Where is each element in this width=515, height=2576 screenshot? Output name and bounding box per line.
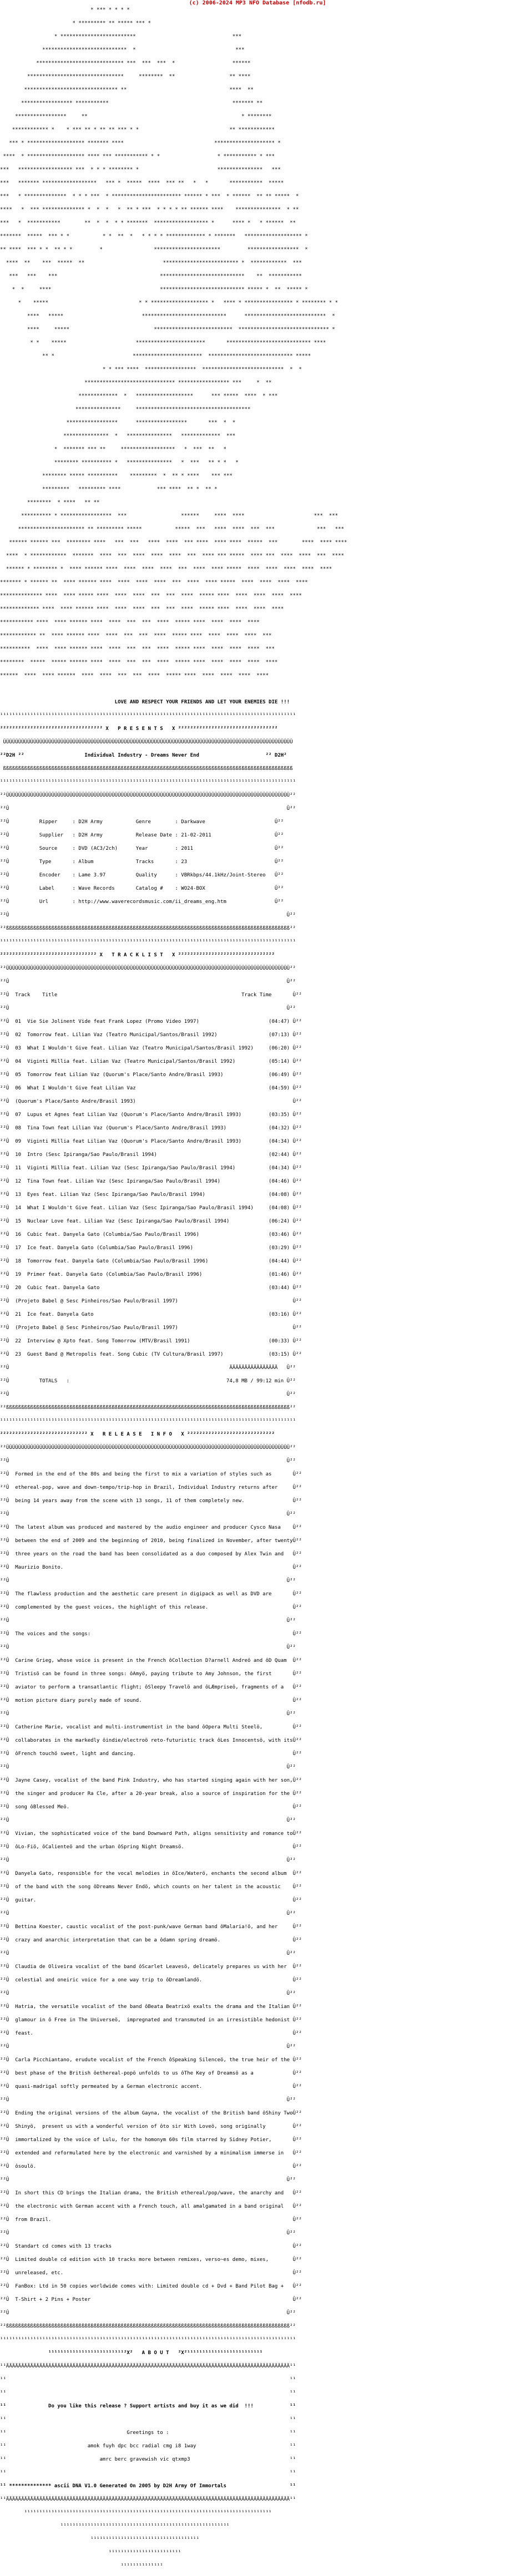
tracklist-header: ²²Û Track Title Track Time Û²² [0,992,302,998]
track-row: ²²Û 17 Ice feat. Danyela Gato (Columbia/Sao Paulo/Brasil 1996) (03:29) Û²² [0,1245,302,1251]
tail: ¹¹¹¹¹¹¹¹¹¹¹¹¹¹ [0,2563,163,2569]
release-info-line: ²²Û Shinyö, present us with a wonderful version of ôto sir With Loveö, song originally Û²² [0,2124,302,2129]
track-row: ²²Û 08 Tina Town feat Lilian Vaz (Quorum's Place/Santo Andre/Brasil 1993) (04:32) Û²² [0,1125,302,1131]
release-info-line: ²²Û ôsoulö. Û²² [0,2164,302,2169]
ascii-art-line: **** * ************ ******* **** *** **** **** **** *** **** *** ***** **** *** **** **** *** **** [0,553,366,559]
about-line: ¹¹ ¹¹ [0,2417,296,2422]
ascii-art-line: ********** * ***************** *** ****** **** **** *** *** [0,513,362,519]
track-row: ²²Û 14 What I Wouldn't Give feat. Lilian Vaz (Sesc Ipiranga/Sao Paulo/Brasil 1994) (04:08) Û²² [0,1205,302,1211]
block-bar: ²²ÜÜÜÜÜÜÜÜÜÜÜÜÜÜÜÜÜÜÜÜÜÜÜÜÜÜÜÜÜÜÜÜÜÜÜÜÜÜÜÜÜÜÜÜÜÜÜÜÜÜÜÜÜÜÜÜÜÜÜÜÜÜÜÜÜÜÜÜÜÜÜÜÜÜÜÜÜÜÜÜÜÜÜÜÜÜÜÜÜÜÜÜÜÜ²² [0,793,296,798]
track-row: ²²Û 05 Tomorrow feat Lilian Vaz (Quorum's Place/Santo Andre/Brasil 1993) (06:49) Û²² [0,1072,302,1078]
frame-line: ²²Û Û²² [0,2177,296,2183]
release-info-line: ²²Û the electronic with German accent with a French touch, all amalgamated in a band original Û²² [0,2204,302,2209]
release-info-line: ²²Û three years on the road the band has been consolidated as a duo composed by Alex Twin and Û²² [0,1551,302,1557]
ascii-art-line: **** ***** ************************** ****************************** * [0,327,371,332]
ascii-art-line: *** * ************** * * * *** * *********************** ****** * *** * ****** ** ** ***** * [0,194,375,199]
about-greetings-label: ¹¹ Greetings to : ¹¹ [0,2430,296,2436]
info-row: ²²Û Source : DVD (AC3/2ch) Year : 2011 Û²² [0,846,284,851]
title-bar: ²²D2H ²² Individual Industry - Dreams Never End ²² D2H² [0,753,287,758]
ascii-art-line: *********** **** **** ****** **** **** *** *** **** ***** **** **** **** **** [0,620,362,625]
ascii-art-line: ************** **** **** ***** **** **** **** *** *** **** ***** **** **** **** **** **** [0,593,366,599]
track-row: ²²Û 18 Tomorrow feat. Danyela Gato (Columbia/Sao Paulo/Brasil 1996) (04:44) Û²² [0,1259,302,1264]
tail: ¹¹¹¹¹¹¹¹¹¹¹¹¹¹¹¹¹¹¹¹¹¹¹¹¹¹¹¹¹¹¹¹¹¹¹¹ [0,2537,199,2542]
track-row: ²²Û 02 Tomorrow feat. Lilian Vaz (Teatro Municipal/Santos/Brasil 1992) (07:13) Û²² [0,1032,302,1038]
totals-row: ²²Û TOTALS : 74,8 MB / 99:12 min Û²² [0,1378,296,1384]
ascii-art-line: ******************************** ******** ** ** **** [0,74,368,79]
release-info-line: ²²Û guitar. Û²² [0,1898,302,1903]
ascii-art-line: ****************************** ***************** *** * ** [0,380,371,386]
ascii-art-line: *** *** *** **************************** ** *********** [0,273,381,279]
track-row: ²²Û 03 What I Wouldn't Give feat. Lilian Vaz (Teatro Municipal/Santos/Brasil 1992) (06:20) Û²² [0,1046,302,1051]
release-info-line: ²²Û The latest album was produced and mastered by the audio engineer and producer Cysco Nasa Û²² [0,1525,302,1530]
about-line: ¹¹ ¹¹ [0,2377,296,2382]
ascii-art-line: ******** * **** ** ** [0,500,362,505]
track-row: ²²Û 22 Interview @ Xpto feat. Song Tomorrow (MTV/Brasil 1991) (00:33) Û²² [0,1338,302,1344]
ascii-art-line: **** * *** ************** * * * * ** * *** * * * * ** ****** **** *************** * ** [0,207,371,212]
release-info-line: ²²Û aviator to perform a transatlantic flight; ôSleepy Travelö and ôLÆmpriseö, fragments of a Û²² [0,1685,302,1690]
about-support: ¹¹ Do you like this release ? Support artists and buy it as we did !!! ¹¹ [0,2403,296,2409]
ascii-art-line: ****** ****** *** ******** **** *** *** **** **** *** **** **** **** ***** *** **** **** **** [0,540,366,545]
release-info-line: ²²Û Tristisö can be found in three songs: ôAmyö, paying tribute to Amy Johnson, the first Û²² [0,1671,302,1677]
ascii-art-line: ************ ** **** ****** **** **** *** *** **** ***** **** **** **** **** *** [0,633,362,638]
track-row: ²²Û 19 Primer feat. Danyela Gato (Columbia/Sao Paulo/Brasil 1996) (01:46) Û²² [0,1272,302,1277]
ascii-art-line: ********************** ** ********* ***** ***** *** **** **** *** *** *** *** [0,526,368,532]
ascii-art-line: ******** ********** * *************** * *** ** * * * [0,460,366,465]
ascii-art-line: * ************************* *** [0,34,371,39]
track-row: ²²Û 16 Cubic feat. Danyela Gato (Columbia/Sao Paulo/Brasil 1996) (03:46) Û²² [0,1232,302,1238]
about-rule: ¹¹ÄÄÄÄÄÄÄÄÄÄÄÄÄÄÄÄÄÄÄÄÄÄÄÄÄÄÄÄÄÄÄÄÄÄÄÄÄÄÄÄÄÄÄÄÄÄÄÄÄÄÄÄÄÄÄÄÄÄÄÄÄÄÄÄÄÄÄÄÄÄÄÄÄÄÄÄÄÄÄÄÄÄÄÄÄÄÄÄÄÄÄÄÄÄ¹¹ [0,2364,296,2369]
info-row: ²²Û Type : Album Tracks : 23 Û²² [0,859,284,865]
release-info-line: ²²Û Vivian, the sophisticated voice of the band Downward Path, aligns sensitivity and romance toÛ²² [0,1831,302,1837]
track-row: ²²Û (Projeto Babel @ Sesc Pinheiros/Sao Paulo/Brasil 1997) Û²² [0,1325,302,1331]
info-row: ²²Û Ripper : D2H Army Genre : Darkwave Û²² [0,819,284,825]
ascii-art-line: *** ****************** *** * * * ******** * *************** *** [0,167,377,173]
frame-line: ²²Û Û²² [0,2044,296,2050]
release-info-line: ²²Û crazy and anarchic interpretation that can be a ôdamn spring dreamö. Û²² [0,1938,302,1943]
release-info-line: ²²Û Formed in the end of the 80s and being the first to mix a variation of styles such as Û²² [0,1472,302,1477]
ascii-art-line: ***************** *********** ******* ** [0,100,371,106]
ascii-art-line: * *** * * * * [0,7,383,13]
tail: ¹¹¹¹¹¹¹¹¹¹¹¹¹¹¹¹¹¹¹¹¹¹¹¹¹¹¹¹¹¹¹¹¹¹¹¹¹¹¹¹¹¹¹¹¹¹¹¹¹¹¹¹¹¹¹¹¹¹¹¹¹¹¹¹¹¹¹¹¹¹¹¹¹¹¹¹¹¹¹¹¹¹ [0,2510,272,2516]
ascii-art-line: * ******* *** ** ****************** * *** ** * [0,447,366,452]
track-row: ²²Û 13 Eyes feat. Lilian Vaz (Sesc Ipiranga/Sao Paulo/Brasil 1994) (04:08) Û²² [0,1192,302,1198]
ascii-art-line: ************* **** **** ****** **** **** **** *** *** **** ***** **** **** **** **** [0,606,366,612]
nfo-body [0,7,515,2576]
ascii-art-line: ************ * * *** ** * ** ** *** * * ** ************ [0,127,371,133]
frame-line: ²²Û Û²² [0,2310,296,2316]
info-row: ²²Û Encoder : Lame 3.97 Quality : VBRkbps/44.1kHz/Joint-Stereo Û²² [0,873,284,878]
ascii-art-line: ********** **** **** ****** **** **** *** *** **** ***** **** **** **** **** *** [0,646,362,652]
divider: ¹¹¹¹¹¹¹¹¹¹¹¹¹¹¹¹¹¹¹¹¹¹¹¹¹¹¹¹¹¹¹¹¹¹¹¹¹¹¹¹¹¹¹¹¹¹¹¹¹¹¹¹¹¹¹¹¹¹¹¹¹¹¹¹¹¹¹¹¹¹¹¹¹¹¹¹¹¹¹¹¹¹¹¹¹¹¹¹¹¹¹¹¹¹¹¹¹¹ [0,713,296,718]
track-row: ²²Û 20 Cubic feat. Danyela Gato (03:44) Û²² [0,1285,302,1291]
ascii-art-line: * * ***** *********************** **************************** **** [0,340,368,346]
ascii-art-line: ************* * ******************* *** ***** **** * *** [0,393,368,399]
frame-line: ²²Û Û²² [0,1911,296,1916]
ascii-art-line: ******** ***** ***** ****** **** **** *** *** **** ***** **** **** **** **** **** [0,660,362,665]
track-row: ²²Û 10 Intro (Sesc Ipiranga/Sao Paulo/Brasil 1994) (02:44) Û²² [0,1152,302,1158]
release-info-line: ²²Û motion picture diary purely made of sound. Û²² [0,1698,302,1703]
release-info-line: ²²Û song ôBlessed Meö. Û²² [0,1804,302,1810]
frame-line: ²²Û Û²² [0,1951,296,1956]
track-row: ²²Û 21 Ice feat. Danyela Gato (03:16) Û²² [0,1312,302,1317]
block-bar: ÜÜÜÜÜÜÜÜÜÜÜÜÜÜÜÜÜÜÜÜÜÜÜÜÜÜÜÜÜÜÜÜÜÜÜÜÜÜÜÜÜÜÜÜÜÜÜÜÜÜÜÜÜÜÜÜÜÜÜÜÜÜÜÜÜÜÜÜÜÜÜÜÜÜÜÜÜÜÜÜÜÜÜÜÜÜÜÜÜÜÜÜÜÜÜÜ [0,739,293,745]
frame-line: ²²Û Û²² [0,1858,296,1863]
release-info-line: ²²Û quasi-madrigal softly permeated by a German electronic accent. Û²² [0,2084,302,2090]
ascii-art-line: **************************** * *** [0,47,371,53]
block-bar: ²²ßßßßßßßßßßßßßßßßßßßßßßßßßßßßßßßßßßßßßßßßßßßßßßßßßßßßßßßßßßßßßßßßßßßßßßßßßßßßßßßßßßßßßßßßßßßßßß²² [0,926,296,931]
frame-line: ²²Û Û²² [0,1711,296,1717]
frame-line: ²²Û Û²² [0,1578,296,1584]
track-row: ²²Û 07 Lupus et Agnes feat Lilian Vaz (Quorum's Place/Santo Andre/Brasil 1993) (03:35) Û²² [0,1112,302,1118]
tail: ¹¹¹¹¹¹¹¹¹¹¹¹¹¹¹¹¹¹¹¹¹¹¹¹¹¹¹¹¹¹¹¹¹¹¹¹¹¹¹¹¹¹¹¹¹¹¹¹¹¹¹¹¹¹¹¹ [0,2523,230,2529]
release-info-line: ²²Û celestial and oneiric voice for a one way trip to ôDreamlandö. Û²² [0,1977,302,1983]
frame-line: ²²Û Û²² [0,1645,296,1650]
about-line: ¹¹ ¹¹ [0,2470,296,2476]
release-info-line: ²²Û complemented by the guest voices, the highlight of this release. Û²² [0,1605,302,1610]
release-info-line: ²²Û of the band with the song ôDreams Never Endö, which counts on her talent in the acoustic Û²² [0,1884,302,1890]
release-info-line: ²²Û Standart cd comes with 13 tracks Û²² [0,2244,302,2249]
ascii-art-line: *** ******* ****************** *** * ***** **** *** ** * * *********** ***** [0,180,375,186]
block-bar: ²²ßßßßßßßßßßßßßßßßßßßßßßßßßßßßßßßßßßßßßßßßßßßßßßßßßßßßßßßßßßßßßßßßßßßßßßßßßßßßßßßßßßßßßßßßßßßßßß²² [0,1405,296,1411]
frame-line: ²²Û Û²² [0,1618,296,1624]
release-info-line: ²²Û The voices and the songs: Û²² [0,1631,302,1637]
info-row: ²²Û Supplier : D2H Army Release Date : 21-02-2011 Û²² [0,833,284,838]
frame-line: ²²Û Û²² [0,2097,296,2103]
ascii-art-line: ******* * ****** ** **** ****** **** **** **** **** *** **** **** ***** **** **** **** **** [0,580,362,585]
frame-line: ²²Û Û²² [0,1818,296,1823]
release-info-line: ²²Û best phase of the British ôethereal-popö unfolds to us ôThe Key of Dreamsö as a Û²² [0,2071,302,2076]
about-greetings-2: ¹¹ amrc berc gravewish vic qtxmp3 ¹¹ [0,2457,296,2462]
about-bar: ¹¹¹¹¹¹¹¹¹¹¹¹¹¹¹¹¹¹¹¹¹¹¹¹¹²X² A B O U T ²X²¹¹¹¹¹¹¹¹¹¹¹¹¹¹¹¹¹¹¹¹¹¹¹¹¹ [0,2350,263,2356]
ascii-art-line: ****** * ******** * **** ****** **** **** **** **** *** **** **** ***** **** **** **** **** **** [0,566,366,572]
track-row: ²²Û 01 Vie Sie Jolinent Vide feat Frank Lopez (Promo Video 1997) (04:47) Û²² [0,1019,302,1025]
block-bar: ²²ÜÜÜÜÜÜÜÜÜÜÜÜÜÜÜÜÜÜÜÜÜÜÜÜÜÜÜÜÜÜÜÜÜÜÜÜÜÜÜÜÜÜÜÜÜÜÜÜÜÜÜÜÜÜÜÜÜÜÜÜÜÜÜÜÜÜÜÜÜÜÜÜÜÜÜÜÜÜÜÜÜÜÜÜÜÜÜÜÜÜÜÜÜÜ²² [0,966,296,971]
ascii-art-line: *** * *********** ** * * * * ******* ****************** * **** * * ****** ** [0,220,371,226]
tagline: LOVE AND RESPECT YOUR FRIENDS AND LET YOUR ENEMIES DIE !!! [0,699,290,705]
frame-line: ²²Û Û²² [0,979,296,985]
ascii-art-line: ******* ***** *** * * * * ** * * * * * ************* * ******* ******************* * [0,234,368,239]
release-info-line: ²²Û Carine Grieg, whose voice is present in the French ôCollection D?arnell Andreö and ôD Quam Û²² [0,1658,302,1664]
release-info-line: ²²Û ôFrench touchö sweet, light and dancing. Û²² [0,1751,302,1757]
ascii-art-line: ** **** *** * * ** * * * ********************** ***************** * [0,247,371,252]
release-info-line: ²²Û Danyela Gato, responsible for the vocal melodies in ôIce/Waterö, enchants the second album Û²² [0,1871,302,1877]
block-bar: ²²ÜÜÜÜÜÜÜÜÜÜÜÜÜÜÜÜÜÜÜÜÜÜÜÜÜÜÜÜÜÜÜÜÜÜÜÜÜÜÜÜÜÜÜÜÜÜÜÜÜÜÜÜÜÜÜÜÜÜÜÜÜÜÜÜÜÜÜÜÜÜÜÜÜÜÜÜÜÜÜÜÜÜÜÜÜÜÜÜÜÜÜÜÜÜ²² [0,1445,296,1451]
release-info-line: ²²Û from Brazil. Û²² [0,2217,302,2223]
release-info-line: ²²Û Claudia de Oliveira vocalist of the band ôScarlet Leavesö, delicately prepares us with her Û²² [0,1964,302,1970]
ascii-art-line: ****** **** **** ****** **** **** *** *** **** ***** **** **** **** **** **** [0,673,362,678]
copyright-header[interactable]: (c) 2006-2024 MP3 NFO Database [nfodb.ru] [189,0,326,6]
ascii-art-line: * ********* ** ***** *** * [0,21,383,26]
ascii-art-line: ******************************* ** **** ** [0,87,371,93]
release-info-line: ²²Û T-Shirt + 2 Pins + Poster Û²² [0,2297,302,2303]
about-rule: ¹¹ÄÄÄÄÄÄÄÄÄÄÄÄÄÄÄÄÄÄÄÄÄÄÄÄÄÄÄÄÄÄÄÄÄÄÄÄÄÄÄÄÄÄÄÄÄÄÄÄÄÄÄÄÄÄÄÄÄÄÄÄÄÄÄÄÄÄÄÄÄÄÄÄÄÄÄÄÄÄÄÄÄÄÄÄÄÄÄÄÄÄÄÄÄÄ¹¹ [0,2497,296,2502]
release-info-line: ²²Û ôLo-Fiö, ôCalienteö and the urban ôSpring Night Dreamsö. Û²² [0,1844,302,1850]
ascii-art-line: * ***** * * ******************* * **** * **************** * ******** * * [0,300,375,306]
release-info-line: ²²Û In short this CD brings the Italian drama, the British ethereal/pop/wave, the anarchy and Û²² [0,2190,302,2196]
release-info-line: ²²Û unreleased, etc. Û²² [0,2270,302,2276]
release-info-line: ²²Û collaborates in the markedly ôindie/electroö reto-futuristic track ôLes Innocentsö, with itsÛ²² [0,1738,302,1743]
release-info-line: ²²Û Hatria, the versatile vocalist of the band ôBeata Beatrixö exalts the drama and the Italian Û²² [0,2004,302,2010]
track-row: ²²Û 06 What I Wouldn't Give feat Lilian Vaz (04:59) Û²² [0,1086,302,1091]
ascii-art-line: * * **** **************************** ***** * ** ***** * [0,287,368,292]
track-row: ²²Û 04 Viginti Millia feat. Lilian Vaz (Teatro Municipal/Santos/Brasil 1992) (05:14) Û²² [0,1059,302,1064]
presents-bar: ²²²²²²²²²²²²²²²²²²²²²²²²²²²²²²²²²² X P R E S E N T S X ²²²²²²²²²²²²²²²²²²²²²²²²²²²²²²²²² [0,726,278,732]
frame-line: ²²Û Û²² [0,806,296,812]
totals-rule: ²²Û ÄÄÄÄÄÄÄÄÄÄÄÄÄÄÄÄ Û²² [0,1365,296,1371]
release-info-line: ²²Û Carla Picchiantano, erudute vocalist of the French ôSpeaking Silenceö, the true heir of the Û²² [0,2057,302,2063]
release-info-bar: ²²²²²²²²²²²²²²²²²²²²²²²²²²²²² X R E L E A S E I N F O X ²²²²²²²²²²²²²²²²²²²²²²²²²²²²² [0,1432,275,1437]
release-info-line: ²²Û between the end of 2009 and the beginning of 2010, being finalized in November, after twentyÛ²² [0,1538,302,1544]
release-info-line: ²²Û Ending the original versions of the album Gayna, the vocalist of the British band ôShiny TwoÛ²² [0,2111,302,2116]
frame-line: ²²Û Û²² [0,912,296,918]
divider: ¹¹¹¹¹¹¹¹¹¹¹¹¹¹¹¹¹¹¹¹¹¹¹¹¹¹¹¹¹¹¹¹¹¹¹¹¹¹¹¹¹¹¹¹¹¹¹¹¹¹¹¹¹¹¹¹¹¹¹¹¹¹¹¹¹¹¹¹¹¹¹¹¹¹¹¹¹¹¹¹¹¹¹¹¹¹¹¹¹¹¹¹¹¹¹¹¹¹ [0,939,296,945]
release-info-line: ²²Û Bettina Koester, caustic vocalist of the post-punk/wave German band ôMalaria!ö, and her Û²² [0,1924,302,1930]
release-info-line: ²²Û glamour in ô Free in The Universeö, impregnated and transmuted in an irresistible hedonist Û²² [0,2017,302,2023]
release-info-line: ²²Û Limited double cd edition with 10 tracks more between remixes, verso~es demo, mixes, Û²² [0,2257,302,2263]
frame-line: ²²Û Û²² [0,1764,296,1770]
about-footer: ¹¹ ************** ascii DNA V1.0 Generated On 2005 by D2H Army Of Immortals ¹¹ [0,2483,296,2489]
divider: ¹¹¹¹¹¹¹¹¹¹¹¹¹¹¹¹¹¹¹¹¹¹¹¹¹¹¹¹¹¹¹¹¹¹¹¹¹¹¹¹¹¹¹¹¹¹¹¹¹¹¹¹¹¹¹¹¹¹¹¹¹¹¹¹¹¹¹¹¹¹¹¹¹¹¹¹¹¹¹¹¹¹¹¹¹¹¹¹¹¹¹¹¹¹¹¹¹¹ [0,779,296,785]
ascii-art-line: ** * *********************** **************************** ***** [0,353,371,359]
ascii-art-line: * * *** **** ***************** *************************** * * [0,367,371,372]
block-bar: ²²ßßßßßßßßßßßßßßßßßßßßßßßßßßßßßßßßßßßßßßßßßßßßßßßßßßßßßßßßßßßßßßßßßßßßßßßßßßßßßßßßßßßßßßßßßßßßßß²² [0,2324,296,2329]
spacer [0,686,515,692]
release-info-line: ²²Û ethereal-pop, wave and down-tempo/trip-hop in Brazil, Individual Industry returns after Û²² [0,1485,302,1490]
ascii-art-line: **** ** *** ***** ** ************************* * ************ *** [0,260,368,266]
track-row: ²²Û 12 Tina Town feat. Lilian Vaz (Sesc Ipiranga/Sao Paulo/Brasil 1994) (04:46) Û²² [0,1179,302,1184]
frame-line: ²²Û Û²² [0,1006,296,1011]
release-info-line: ²²Û Jayne Casey, vocalist of the band Pink Industry, who has started singing again with her son,Û²² [0,1778,302,1783]
release-info-line: ²²Û extended and reformulated here by the electronic and varnished by a minimalism immerse in Û²² [0,2151,302,2156]
release-info-line: ²²Û The flawless production and the aesthetic care present in digipack as well as DVD are Û²² [0,1591,302,1597]
release-info-line: ²²Û the singer and producer Ra Cle, after a 20-year break, also a source of inspiration for the Û²² [0,1791,302,1797]
track-row: ²²Û 11 Viginti Millia feat. Lilian Vaz (Sesc Ipiranga/Sao Paulo/Brasil 1994) (04:34) Û²² [0,1165,302,1171]
release-info-line: ²²Û feast. Û²² [0,2031,302,2036]
release-info-line: ²²Û Catherine Marie, vocalist and multi-instrumentist in the band ôOpera Multi Steelö, Û²² [0,1725,302,1730]
tracklist-bar: ²²²²²²²²²²²²²²²²²²²²²²²²²²²²²²²² X T R A C K L I S T X ²²²²²²²²²²²²²²²²²²²²²²²²²²²²²²²² [0,952,275,958]
about-line: ¹¹ ¹¹ [0,2390,296,2396]
ascii-art-line: **** * ******************* **** *** *********** * * * *********** * *** [0,154,366,159]
block-bar: ßßßßßßßßßßßßßßßßßßßßßßßßßßßßßßßßßßßßßßßßßßßßßßßßßßßßßßßßßßßßßßßßßßßßßßßßßßßßßßßßßßßßßßßßßßßßßßßß [0,766,293,772]
release-info-line: ²²Û Maurizio Bonito. Û²² [0,1565,302,1570]
ascii-art-line: ********* ********* **** *** **** ** * ** * [0,486,362,492]
divider: ¹¹¹¹¹¹¹¹¹¹¹¹¹¹¹¹¹¹¹¹¹¹¹¹¹¹¹¹¹¹¹¹¹¹¹¹¹¹¹¹¹¹¹¹¹¹¹¹¹¹¹¹¹¹¹¹¹¹¹¹¹¹¹¹¹¹¹¹¹¹¹¹¹¹¹¹¹¹¹¹¹¹¹¹¹¹¹¹¹¹¹¹¹¹¹¹¹¹ [0,1418,296,1424]
frame-line: ²²Û Û²² [0,1458,296,1464]
track-row: ²²Û (Projeto Babel @ Sesc Pinheiros/Sao Paulo/Brasil 1997) Û²² [0,1299,302,1304]
ascii-art-line: *************** ************************************** [0,407,368,412]
track-row: ²²Û 15 Nuclear Love feat. Lilian Vaz (Sesc Ipiranga/Sao Paulo/Brasil 1994) (06:24) Û²² [0,1219,302,1224]
frame-line: ²²Û Û²² [0,1991,296,1996]
ascii-art-line: **** ***** **************************** *************************** * [0,313,375,319]
info-row-url: ²²Û Url : http://www.waverecordsmusic.com/ii_dreams_eng.htm Û²² [0,899,284,905]
ascii-art-line: *** * ******************* ******* **** ******************** * [0,140,368,146]
divider: ¹¹¹¹¹¹¹¹¹¹¹¹¹¹¹¹¹¹¹¹¹¹¹¹¹¹¹¹¹¹¹¹¹¹¹¹¹¹¹¹¹¹¹¹¹¹¹¹¹¹¹¹¹¹¹¹¹¹¹¹¹¹¹¹¹¹¹¹¹¹¹¹¹¹¹¹¹¹¹¹¹¹¹¹¹¹¹¹¹¹¹¹¹¹¹¹¹¹ [0,2337,296,2342]
info-row: ²²Û Label : Wave Records Catalog # : WO24-BOX Û²² [0,886,284,891]
release-info-line: ²²Û immortalized by the voice of Lulu, for the homonym 60s film starred by Sidney Potier, Û²² [0,2137,302,2143]
release-info-line: ²²Û being 14 years away from the scene with 13 songs, 11 of them completely new. Û²² [0,1498,302,1504]
frame-line: ²²Û Û²² [0,1392,296,1397]
ascii-art-line: ***************************** *** *** *** * ****** [0,60,368,66]
about-greetings-1: ¹¹ amok fuyh dpc bcc radial cmg i8 1way ¹¹ [0,2443,296,2449]
track-row: ²²Û 23 Guest Band @ Metropolis feat. Song Cubic (TV Cultura/Brasil 1997) (03:15) Û²² [0,1352,302,1357]
tail: ¹¹¹¹¹¹¹¹¹¹¹¹¹¹¹¹¹¹¹¹¹¹¹¹ [0,2550,181,2555]
release-info-line: ²²Û FanBox: Ltd in 50 copies worldwide comes with: Limited double cd + Dvd + Band Pilot Bag + Û²² [0,2284,302,2289]
ascii-art-line: ******** ***** ********** ********* * ** * **** *** *** [0,473,366,479]
frame-line: ²²Û Û²² [0,2230,296,2236]
ascii-art-line: *************** * *************** ************* *** [0,433,362,439]
frame-line: ²²Û Û²² [0,1512,296,1517]
track-row: ²²Û (Quorum's Place/Santo Andre/Brasil 1993) Û²² [0,1099,302,1104]
track-row: ²²Û 09 Viginti Millia feat Lilian Vaz (Quorum's Place/Santo Andre/Brasil 1993) (04:34) Û²² [0,1139,302,1144]
ascii-art-line: ***************** ** * ******** [0,114,375,119]
ascii-art-line: ***************** ***************** *** * * [0,420,360,425]
